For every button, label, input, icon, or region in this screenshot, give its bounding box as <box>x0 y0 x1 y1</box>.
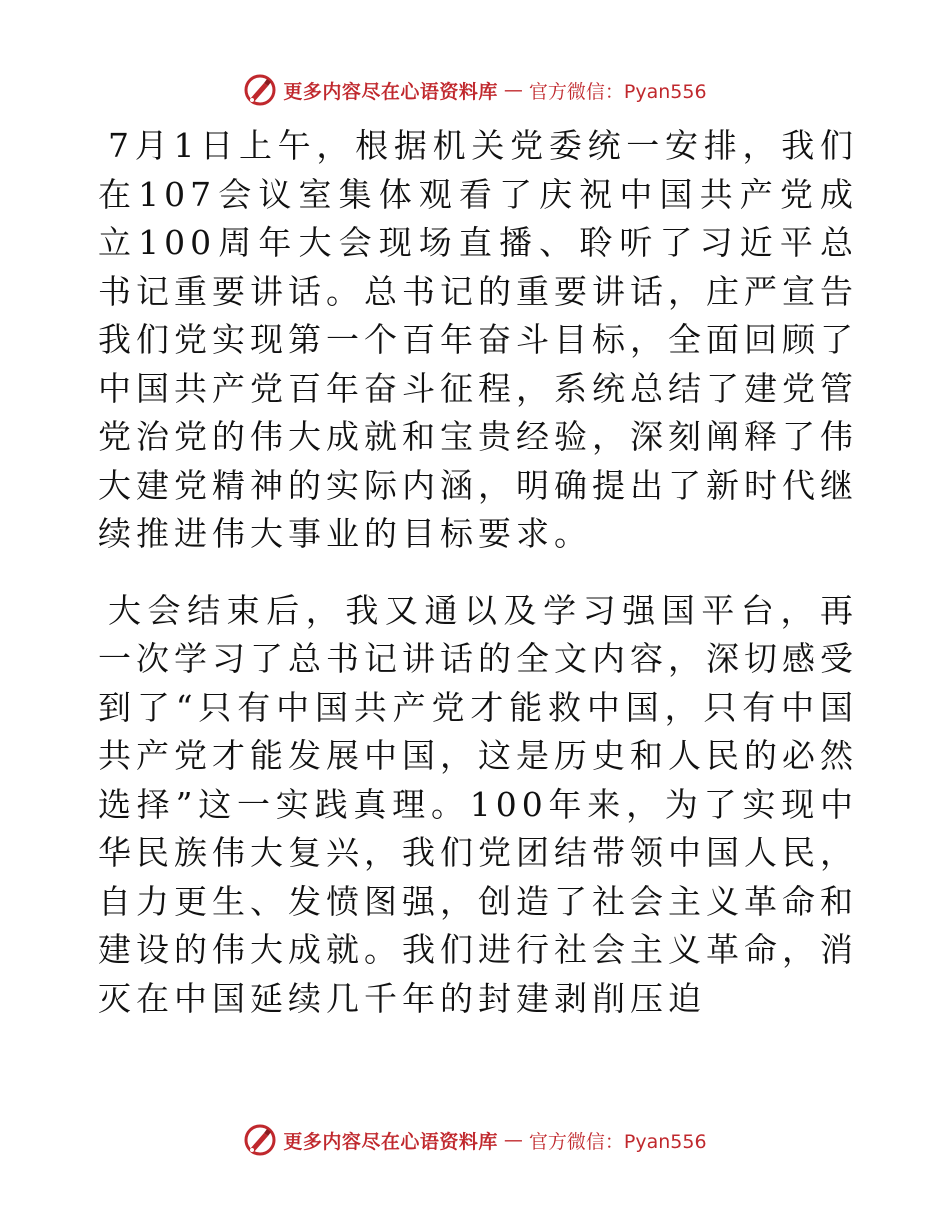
footer-banner <box>0 1120 950 1160</box>
banner-title: 更多内容尽在心语资料库 <box>283 1130 498 1153</box>
pen-circle-logo-icon <box>243 73 277 107</box>
pen-circle-logo-icon <box>243 1123 277 1157</box>
document-body <box>98 122 858 1023</box>
header-banner <box>0 70 950 110</box>
banner-title: 更多内容尽在心语资料库 <box>283 80 498 103</box>
banner-separator: — <box>503 79 523 101</box>
paragraph-1: 7月1日上午，根据机关党委统一安排，我们在107会议室集体观看了庆祝中国共产党成立100周年大会现场直播、聆听了习近平总书记重要讲话。总书记的重要讲话，庄严宣告我们党实现第一个百年奋斗目标，全面回顾了中国共产党百年奋斗征程，系统总结了建党管党治党的伟大成就和宝贵经验，深刻阐释了伟大建党精神的实际内涵，明确提出了新时代继续推进伟大事业的目标要求。 <box>98 126 858 553</box>
banner-separator: — <box>503 1129 523 1151</box>
banner-wechat: 官方微信：Pyan556 <box>528 1130 707 1153</box>
paragraph-2: 大会结束后，我又通以及学习强国平台，再一次学习了总书记讲话的全文内容，深切感受到了“只有中国共产党才能救中国，只有中国共产党才能发展中国，这是历史和人民的必然选择”这一实践真理。100年来，为了实现中华民族伟大复兴，我们党团结带领中国人民，自力更生、发愤图强，创造了社会主义革命和建设的伟大成就。我们进行社会主义革命，消灭在中国延续几千年的封建剥削压迫 <box>98 590 858 1018</box>
banner-wechat: 官方微信：Pyan556 <box>528 80 707 103</box>
